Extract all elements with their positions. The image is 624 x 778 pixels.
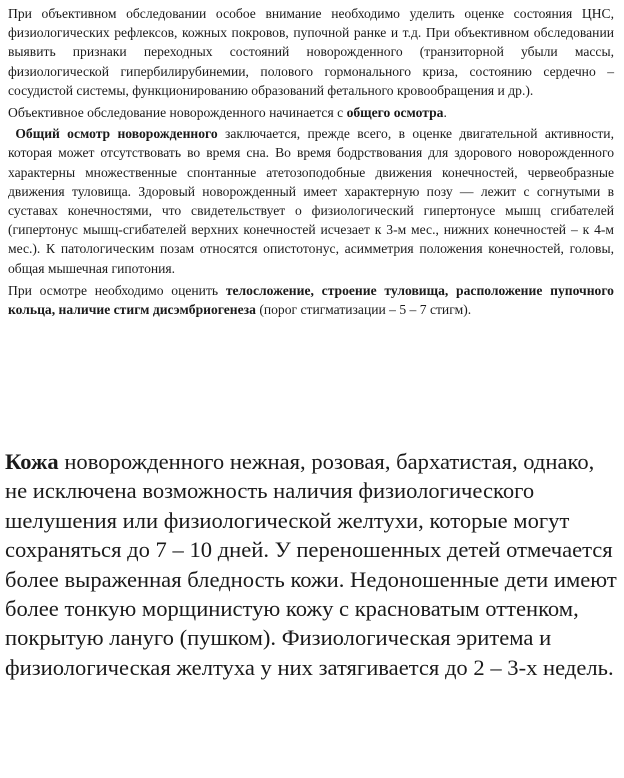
general-exam-end: . <box>443 105 447 121</box>
general-exam-paragraph <box>8 103 614 122</box>
skin-text-block <box>5 447 617 682</box>
skin-bold: Кожа <box>5 449 59 474</box>
inspection-bold: телосложение, строение туловища, расположение пупочного кольца, наличие стигм дисэмбриогенеза <box>8 282 614 318</box>
intro-paragraph: При объективном обследовании особое внимание необходимо уделить оценке состояния ЦНС, физиологических рефлексов, кожных покровов, пупочной ранке и т.д. При объективном обследовании выявить признаки переходных состояний новорожденного (транзиторной убыли массы, физиологической гипербилирубинемии, полового гормонального криза, состоянию сердечно – сосудистой системы, функционированию образований фетального кровообращения и др.). <box>8 6 614 98</box>
general-exam-detail-text: заключается, прежде всего, в оценке двигательной активности, которая может отсутствовать во время сна. Во время бодрствования для здорового новорожденного характерны множественные спонтанные атетозоподобные движения конечностей, червеобразные движения туловища. Здоровый новорожденный имеет характерную позу — лежит с согнутыми в суставах конечностями, что свидетельствует о физиологический гипертонусе мышц сгибателей (гипертонус мышц-сгибателей верхних конечностей исчезает к 3-м мес., нижних конечностей – к 4-м мес.). К патологическим позам относятся опистотонус, асимметрия положения конечностей, головы, общая мышечная гипотония. <box>8 126 614 276</box>
general-exam-detail-paragraph <box>8 124 614 278</box>
general-exam-text: Объективное обследование новорожденного начинается с <box>8 105 347 121</box>
inspection-text: При осмотре необходимо оценить <box>8 282 226 298</box>
skin-paragraph <box>5 447 617 682</box>
general-exam-bold: общего осмотра <box>346 105 444 121</box>
upper-text-block <box>8 4 614 322</box>
general-exam-detail-bold: Общий осмотр новорожденного <box>15 126 218 142</box>
inspection-end: (порог стигматизации – 5 – 7 стигм). <box>255 302 472 318</box>
inspection-paragraph <box>8 281 614 319</box>
skin-text: новорожденного нежная, розовая, бархатистая, однако, не исключена возможность наличия физиологического шелушения или физиологической желтухи, которые могут сохраняться до 7 – 10 дней. У переношенных детей отмечается более выраженная бледность кожи. Недоношенные дети имеют более тонкую морщинистую кожу с красноватым оттенком, покрытую лануго (пушком). Физиологическая эритема и физиологическая желтуха у них затягивается до 2 – 3-х недель. <box>5 449 617 680</box>
